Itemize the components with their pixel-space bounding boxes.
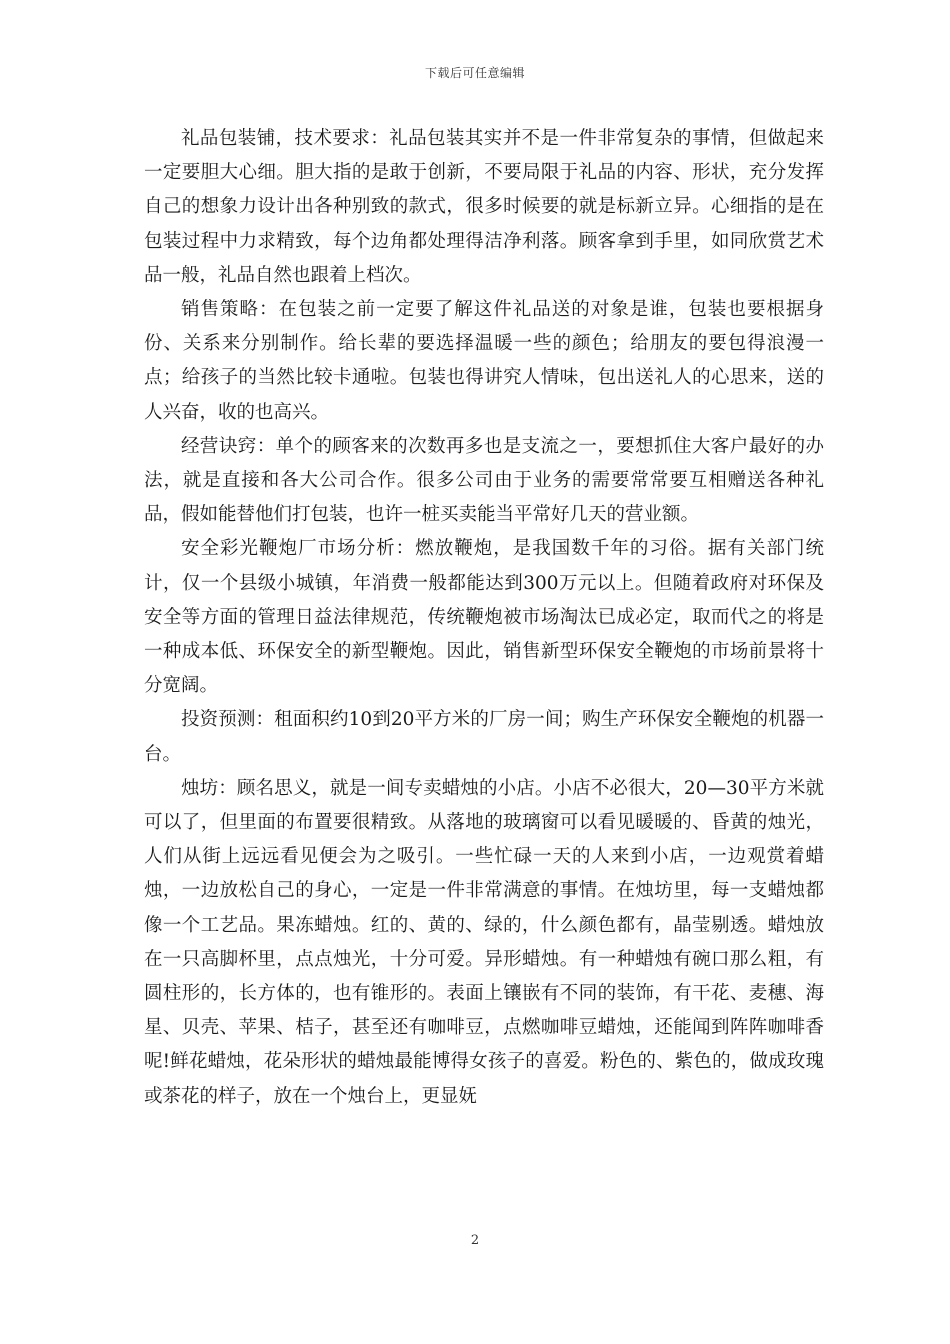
paragraph-firecracker-analysis: 安全彩光鞭炮厂市场分析：燃放鞭炮，是我国数千年的习俗。据有关部门统计，仅一个县级小城镇，年消费一般都能达到300万元以上。但随着政府对环保及安全等方面的管理日益法律规范，传统鞭炮被市场淘汰已成必定，取而代之的将是一种成本低、环保安全的新型鞭炮。因此，销售新型环保安全鞭炮的市场前景将十分宽阔。 bbox=[144, 538, 824, 697]
paragraph-candle-shop: 烛坊：顾名思义，就是一间专卖蜡烛的小店。小店不必很大，20—30平方米就可以了，但里面的布置要很精致。从落地的玻璃窗可以看见暖暖的、昏黄的烛光，人们从街上远远看见便会为之吸引。一些忙碌一天的人来到小店，一边观赏着蜡烛，一边放松自己的身心，一定是一件非常满意的事情。在烛坊里，每一支蜡烛都像一个工艺品。果冻蜡烛。红的、黄的、绿的，什么颜色都有，晶莹剔透。蜡烛放在一只高脚杯里，点点烛光，十分可爱。异形蜡烛。有一种蜡烛有碗口那么粗，有圆柱形的，长方体的，也有锥形的。表面上镶嵌有不同的装饰，有干花、麦穗、海星、贝壳、苹果、桔子，甚至还有咖啡豆，点燃咖啡豆蜡烛，还能闻到阵阵咖啡香呢!鲜花蜡烛，花朵形状的蜡烛最能博得女孩子的喜爱。粉色的、紫色的，做成玫瑰或茶花的样子，放在一个烛台上，更显妩 bbox=[144, 777, 824, 1107]
paragraph-business-tips: 经营诀窍：单个的顾客来的次数再多也是支流之一，要想抓住大客户最好的办法，就是直接和各大公司合作。很多公司由于业务的需要常常要互相赠送各种礼品，假如能替他们打包装，也许一桩买卖能当平常好几天的营业额。 bbox=[144, 435, 824, 526]
paragraph-investment-forecast: 投资预测：租面积约10到20平方米的厂房一间；购生产环保安全鞭炮的机器一台。 bbox=[144, 709, 824, 765]
page-header: 下载后可任意编辑 bbox=[424, 66, 525, 80]
document-body bbox=[144, 122, 824, 1114]
page-number: 2 bbox=[470, 1233, 480, 1248]
paragraph-gift-packaging: 礼品包装铺，技术要求：礼品包装其实并不是一件非常复杂的事情，但做起来一定要胆大心细。胆大指的是敢于创新，不要局限于礼品的内容、形状，充分发挥自己的想象力设计出各种别致的款式，很多时候要的就是标新立异。心细指的是在包装过程中力求精致，每个边角都处理得洁净利落。顾客拿到手里，如同欣赏艺术品一般，礼品自然也跟着上档次。 bbox=[144, 128, 824, 286]
paragraph-sales-strategy: 销售策略：在包装之前一定要了解这件礼品送的对象是谁，包装也要根据身份、关系来分别制作。给长辈的要选择温暖一些的颜色；给朋友的要包得浪漫一点；给孩子的当然比较卡通啦。包装也得讲究人情味，包出送礼人的心思来，送的人兴奋，收的也高兴。 bbox=[144, 299, 824, 423]
